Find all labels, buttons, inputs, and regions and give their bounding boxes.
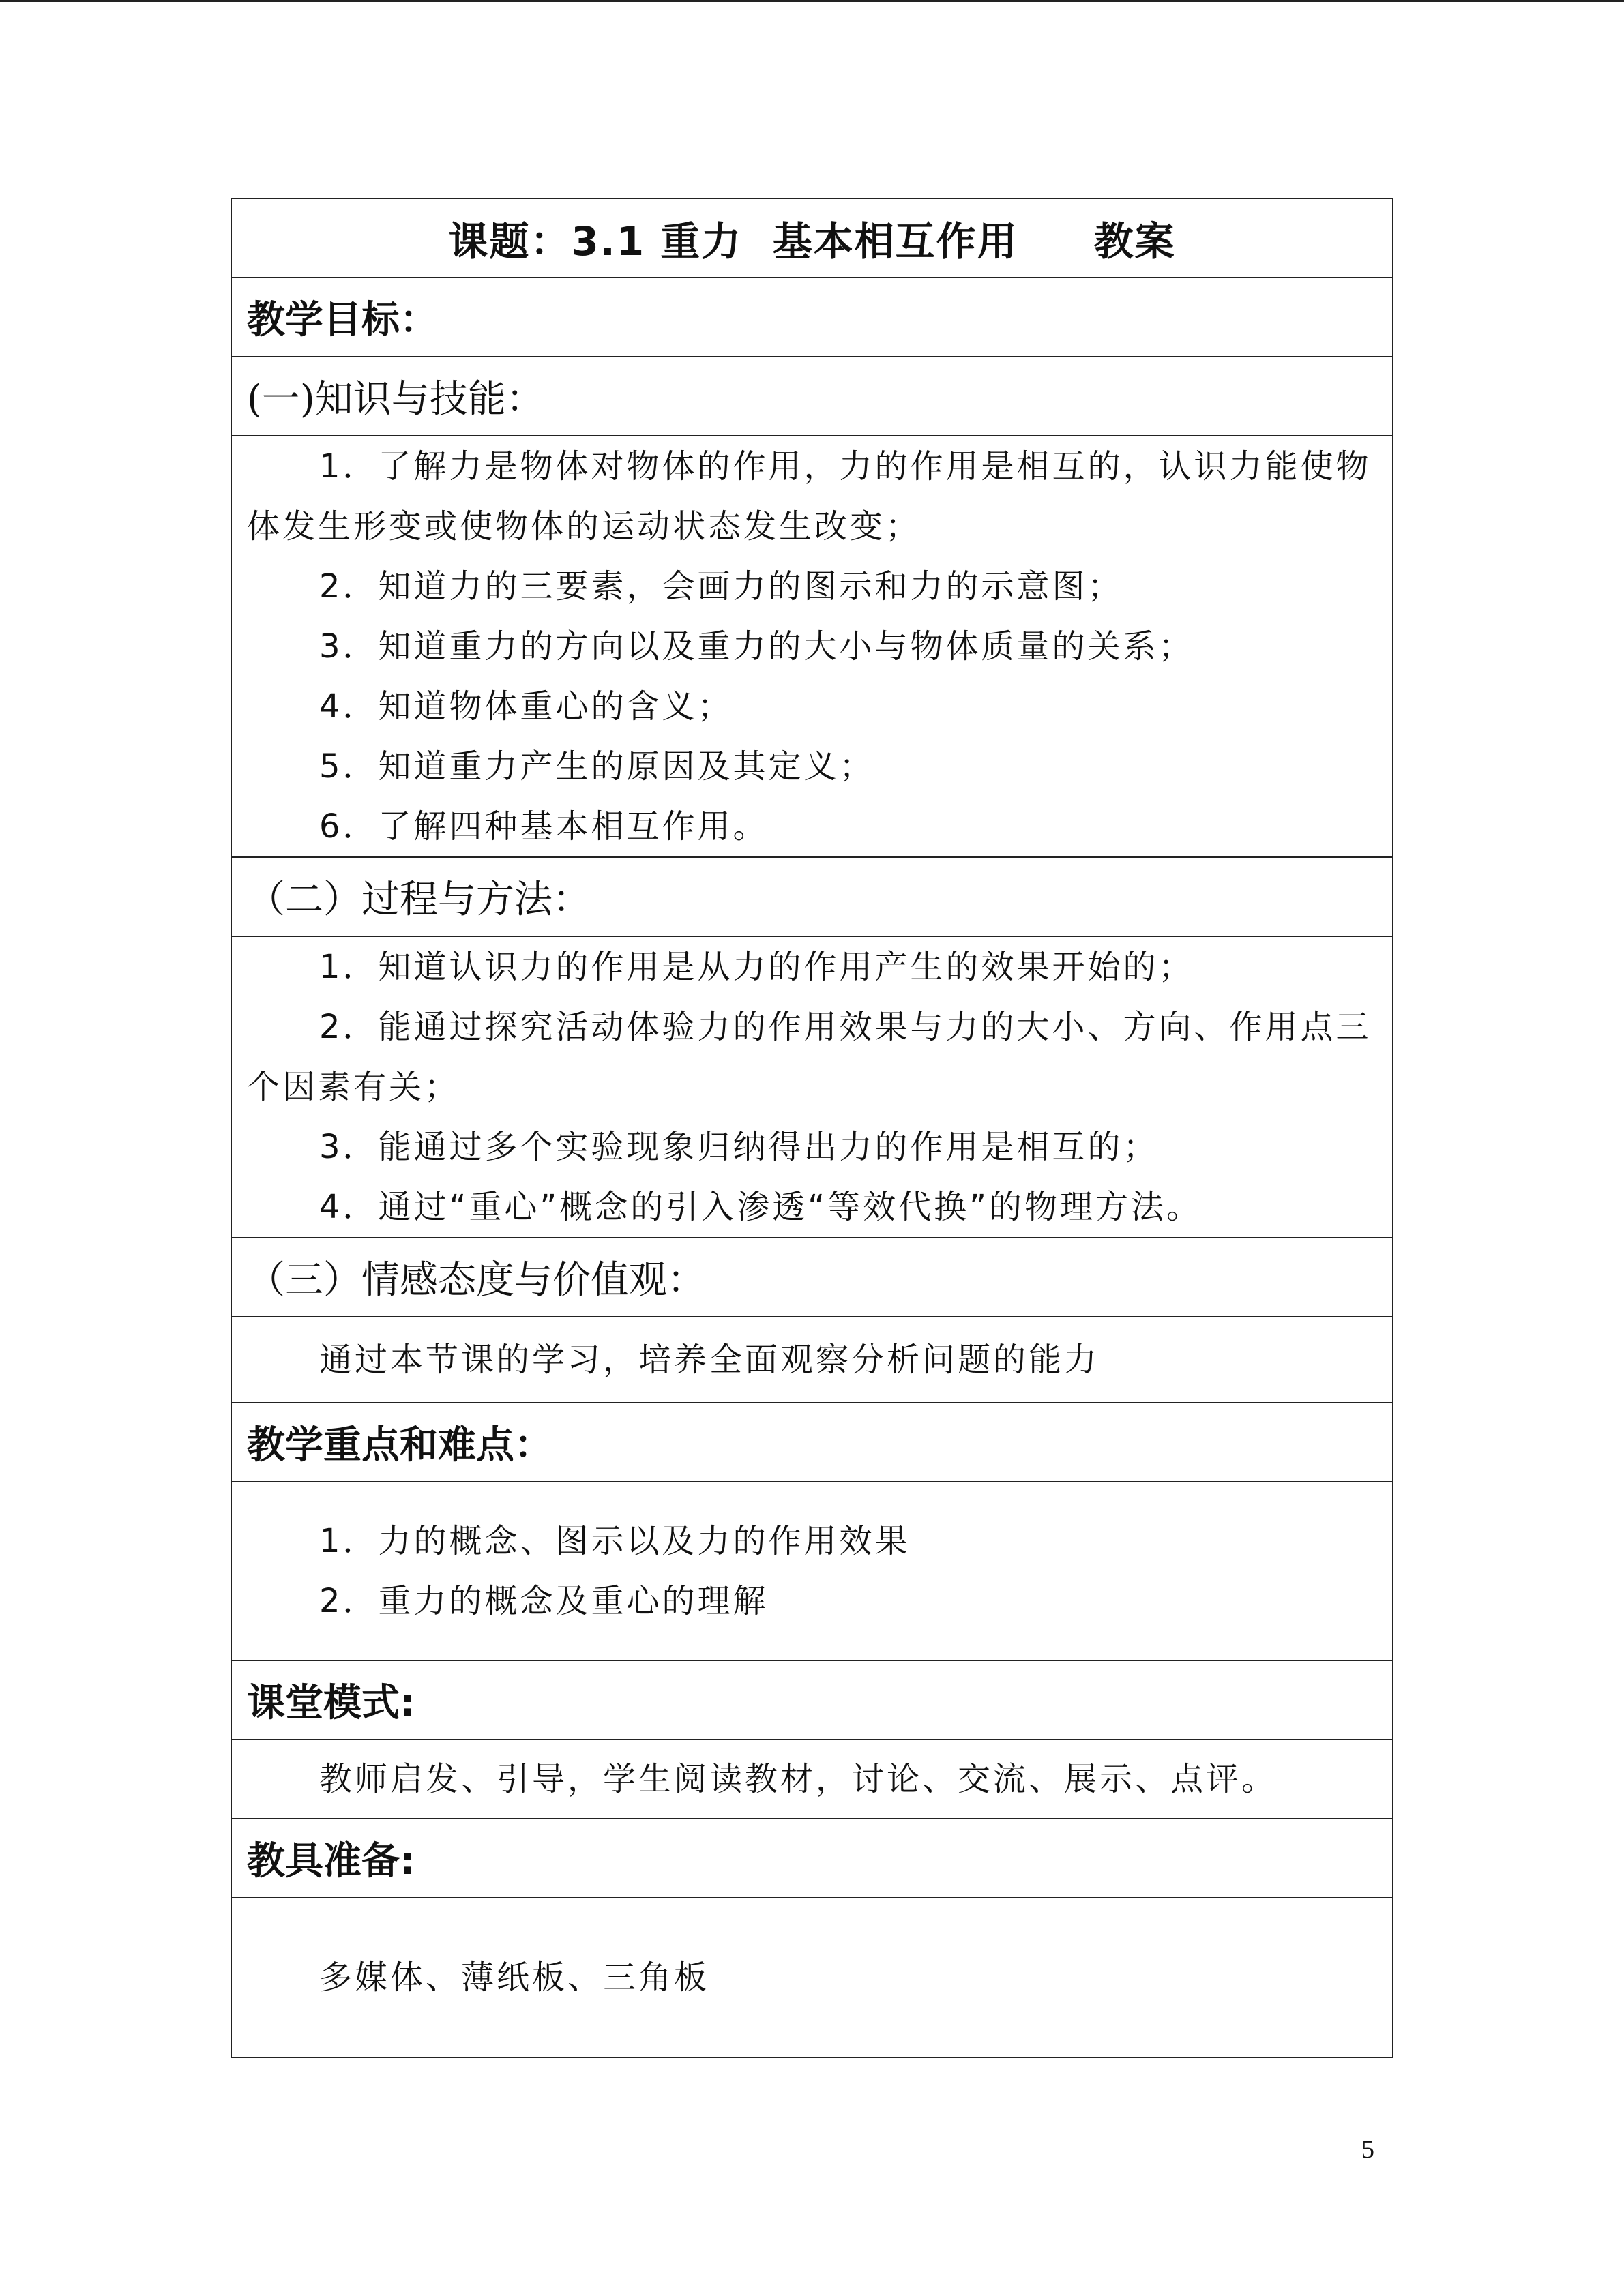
list-item: 2．能通过探究活动体验力的作用效果与力的大小、方向、作用点三个因素有关； <box>247 1008 1372 1106</box>
mode-heading: 课堂模式: <box>231 1660 1393 1740</box>
knowledge-heading: (一)知识与技能： <box>231 357 1393 436</box>
list-item: 3．知道重力的方向以及重力的大小与物体质量的关系； <box>319 627 1194 666</box>
mode-cell <box>231 1740 1393 1819</box>
lesson-title: 课题：3.1 重力 基本相互作用 教案 <box>231 198 1393 278</box>
list-item: 6．了解四种基本相互作用。 <box>319 807 769 846</box>
lesson-plan-table <box>231 198 1393 2058</box>
list-item: 4．通过“重心”概念的引入渗透“等效代换”的物理方法。 <box>319 1188 1202 1226</box>
tools-cell <box>231 1898 1393 2057</box>
objectives-heading: 教学目标： <box>231 278 1393 357</box>
knowledge-list <box>231 436 1393 857</box>
top-border-line <box>0 0 1624 2</box>
list-item: 1．了解力是物体对物体的作用，力的作用是相互的，认识力能使物体发生形变或使物体的运动状态发生改变； <box>247 447 1372 546</box>
process-list <box>231 936 1393 1238</box>
keypoints-list <box>231 1482 1393 1660</box>
mode-text: 教师启发、引导，学生阅读教材，讨论、交流、展示、点评。 <box>319 1760 1278 1798</box>
list-item: 5．知道重力产生的原因及其定义； <box>319 747 875 786</box>
list-item: 1．知道认识力的作用是从力的作用产生的效果开始的； <box>319 948 1194 986</box>
list-item: 2．知道力的三要素，会画力的图示和力的示意图； <box>319 567 1123 606</box>
list-item: 3．能通过多个实验现象归纳得出力的作用是相互的； <box>319 1128 1159 1166</box>
tools-heading: 教具准备: <box>231 1819 1393 1898</box>
process-heading: （二）过程与方法： <box>231 857 1393 936</box>
attitude-cell <box>231 1317 1393 1403</box>
attitude-text: 通过本节课的学习，培养全面观察分析问题的能力 <box>319 1341 1100 1379</box>
page-number: 5 <box>1361 2135 1374 2164</box>
list-item: 4．知道物体重心的含义； <box>319 687 733 726</box>
list-item: 1．力的概念、图示以及力的作用效果 <box>319 1522 911 1560</box>
list-item: 2．重力的概念及重心的理解 <box>319 1582 769 1620</box>
attitude-heading: （三）情感态度与价值观： <box>231 1238 1393 1317</box>
keypoints-heading: 教学重点和难点： <box>231 1403 1393 1482</box>
tools-text: 多媒体、薄纸板、三角板 <box>319 1958 710 1997</box>
